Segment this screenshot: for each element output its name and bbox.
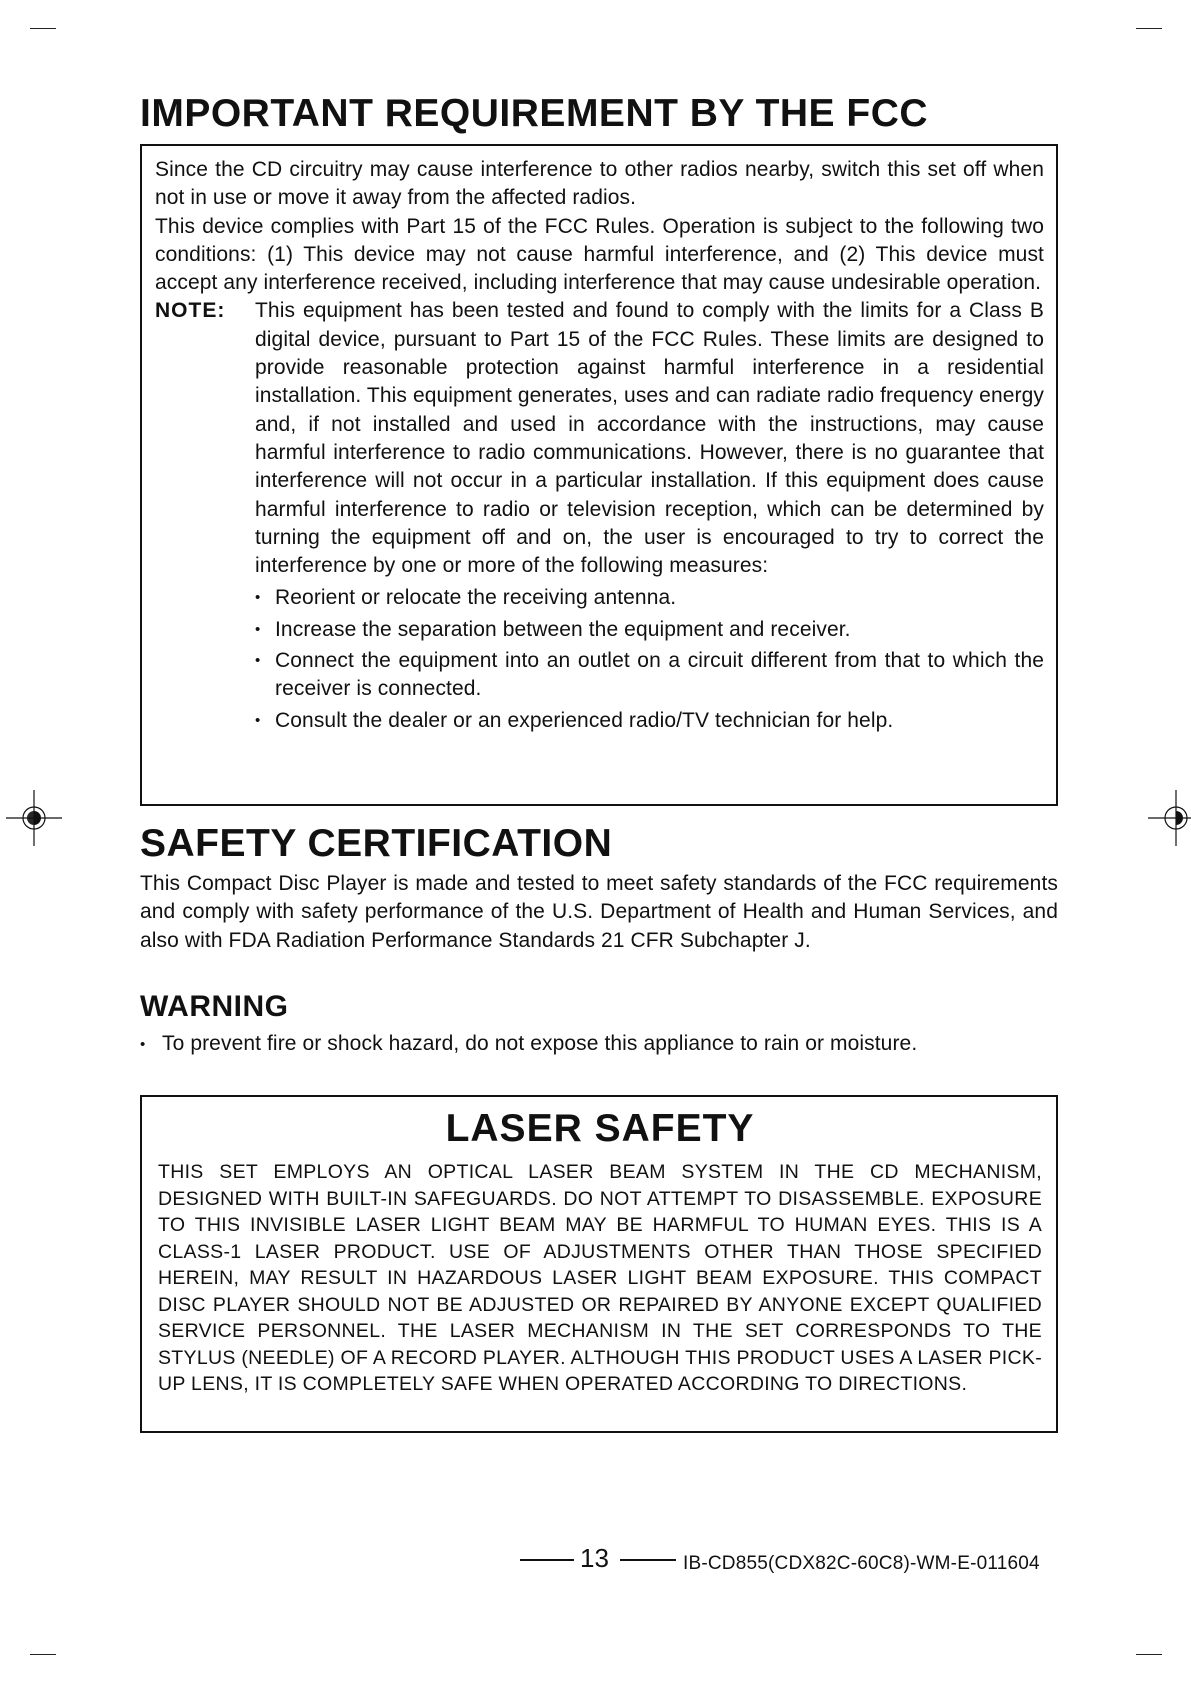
fcc-box [140, 144, 1058, 806]
footer-rule-right [620, 1559, 676, 1561]
list-item: • Consult the dealer or an experienced radio/TV technician for help. [255, 707, 1044, 735]
warning-text: To prevent fire or shock hazard, do not expose this appliance to rain or moisture. [162, 1032, 918, 1055]
measures-list [255, 584, 1044, 734]
laser-text: THIS SET EMPLOYS AN OPTICAL LASER BEAM SYSTEM IN THE CD MECHANISM, DESIGNED WITH BUILT-IN SAFEGUARDS. DO NOT ATTEMPT TO DISASSEMBLE. EXPOSURE TO THIS INVISIBLE LASER LIGHT BEAM MAY BE HARMFUL TO HUMAN EYES. THIS IS A CLASS-1 LASER PRODUCT. USE OF ADJUSTMENTS OTHER THAN THOSE SPECIFIED HEREIN, MAY RESULT IN HAZARDOUS LASER LIGHT BEAM EXPOSURE. THIS COMPACT DISC PLAYER SHOULD NOT BE ADJUSTED OR REPAIRED BY ANYONE EXCEPT QUALIFIED SERVICE PERSONNEL. THE LASER MECHANISM IN THE SET CORRESPONDS TO THE STYLUS (NEEDLE) OF A RECORD PLAYER. ALTHOUGH THIS PRODUCT USES A LASER PICK-UP LENS, IT IS COMPLETELY SAFE WHEN OPERATED ACCORDING TO DIRECTIONS. [158, 1161, 1042, 1395]
laser-safety-box [140, 1095, 1058, 1433]
safety-heading: SAFETY CERTIFICATION [140, 822, 613, 865]
footer-rule-left [520, 1559, 574, 1561]
fcc-paragraph-2: This device complies with Part 15 of the FCC Rules. Operation is subject to the following two conditions: (1) This device may not cause harmful interference, and (2) This device must accept any interference received, including interference that may cause undesirable operation. [155, 214, 1044, 295]
fcc-heading: IMPORTANT REQUIREMENT BY THE FCC [140, 92, 929, 135]
safety-text: This Compact Disc Player is made and tested to meet safety standards of the FCC requirements and comply with safety performance of the U.S. Department of Health and Human Services, and also with FDA Radiation Performance Standards 21 CFR Subchapter J. [140, 872, 1058, 952]
crop-mark-icon [30, 1654, 56, 1655]
list-item: • Reorient or relocate the receiving antenna. [255, 584, 1044, 612]
document-code: IB-CD855(CDX82C-60C8)-WM-E-011604 [683, 1553, 1040, 1574]
crop-mark-icon [30, 28, 56, 29]
warning-item [140, 1030, 1058, 1059]
fcc-paragraph-1: Since the CD circuitry may cause interference to other radios nearby, switch this set off when not in use or move it away from the affected radios. [155, 158, 1044, 210]
warning-heading: WARNING [140, 990, 289, 1023]
list-item: • Connect the equipment into an outlet on a circuit different from that to which the receiver is connected. [255, 647, 1044, 704]
crop-mark-icon [1136, 28, 1162, 29]
list-item: • Increase the separation between the equipment and receiver. [255, 616, 1044, 644]
laser-heading: LASER SAFETY [445, 1107, 755, 1150]
note-block [155, 297, 1044, 737]
note-label: NOTE: [155, 299, 226, 323]
page-number: 13 [580, 1543, 609, 1573]
crosshair-registration-icon [6, 790, 62, 846]
crop-mark-icon [1136, 1654, 1162, 1655]
bullet-icon: • [140, 1036, 146, 1053]
note-text: This equipment has been tested and found to comply with the limits for a Class B digital device, pursuant to Part 15 of the FCC Rules. These limits are designed to provide reasonable protection against harmful interference in a residential installation. This equipment generates, uses and can radiate radio frequency energy and, if not installed and used in accordance with the instructions, may cause harmful interference to radio communications. However, there is no guarantee that interference will not occur in a particular installation. If this equipment does cause harmful interference to radio or television reception, which can be determined by turning the equipment off and on, the user is encouraged to try to correct the interference by one or more of the following measures: [255, 299, 1044, 578]
note-body [255, 297, 1044, 737]
crosshair-registration-icon [1148, 790, 1191, 846]
